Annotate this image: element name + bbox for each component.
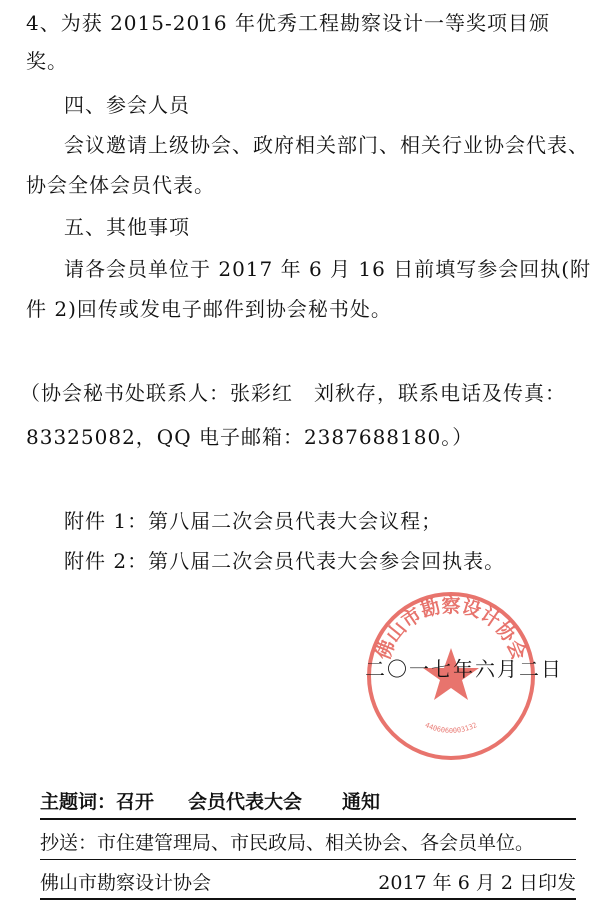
item4-line1: 4、为获 2015-2016 年优秀工程勘察设计一等奖项目颁 [26, 11, 550, 35]
keyword: 召开 [116, 791, 155, 813]
issue-divider [40, 898, 576, 900]
contact-line1: （协会秘书处联系人：张彩红 刘秋存，联系电话及传真： [20, 381, 566, 405]
cc-divider [40, 859, 576, 860]
section4-text-line2: 协会全体会员代表。 [26, 173, 215, 197]
issue-line [40, 871, 576, 895]
keyword: 会员代表大会 [188, 791, 303, 813]
issue-date: 2017 年 6 月 2 日印发 [378, 872, 576, 894]
signature-date: 二〇一七年六月二日 [365, 657, 563, 681]
cc-line: 抄送：市住建管理局、市民政局、相关协会、各会员单位。 [40, 832, 535, 854]
section5-text-line1: 请各会员单位于 2017 年 6 月 16 日前填写参会回执(附 [64, 257, 592, 281]
seal-number: 4406060003132 [423, 721, 479, 735]
section5-heading: 五、其他事项 [64, 215, 190, 239]
keywords-line [40, 790, 576, 814]
seal-text: 佛山市勘察设计协会 [372, 595, 530, 663]
attachment-2: 附件 2：第八届二次会员代表大会参会回执表。 [64, 549, 506, 573]
item4-line2: 奖。 [26, 49, 68, 73]
keyword: 通知 [342, 791, 381, 813]
section4-text-line1: 会议邀请上级协会、政府相关部门、相关行业协会代表、 [64, 133, 589, 157]
section5-text-line2: 件 2)回传或发电子邮件到协会秘书处。 [26, 297, 392, 321]
issuer: 佛山市勘察设计协会 [40, 872, 212, 894]
keywords-divider [40, 818, 576, 820]
contact-line2: 83325082，QQ 电子邮箱：2387688180。） [26, 425, 474, 449]
attachment-1: 附件 1：第八届二次会员代表大会议程； [64, 509, 443, 533]
keywords-label: 主题词： [40, 791, 117, 813]
section4-heading: 四、参会人员 [64, 93, 190, 117]
